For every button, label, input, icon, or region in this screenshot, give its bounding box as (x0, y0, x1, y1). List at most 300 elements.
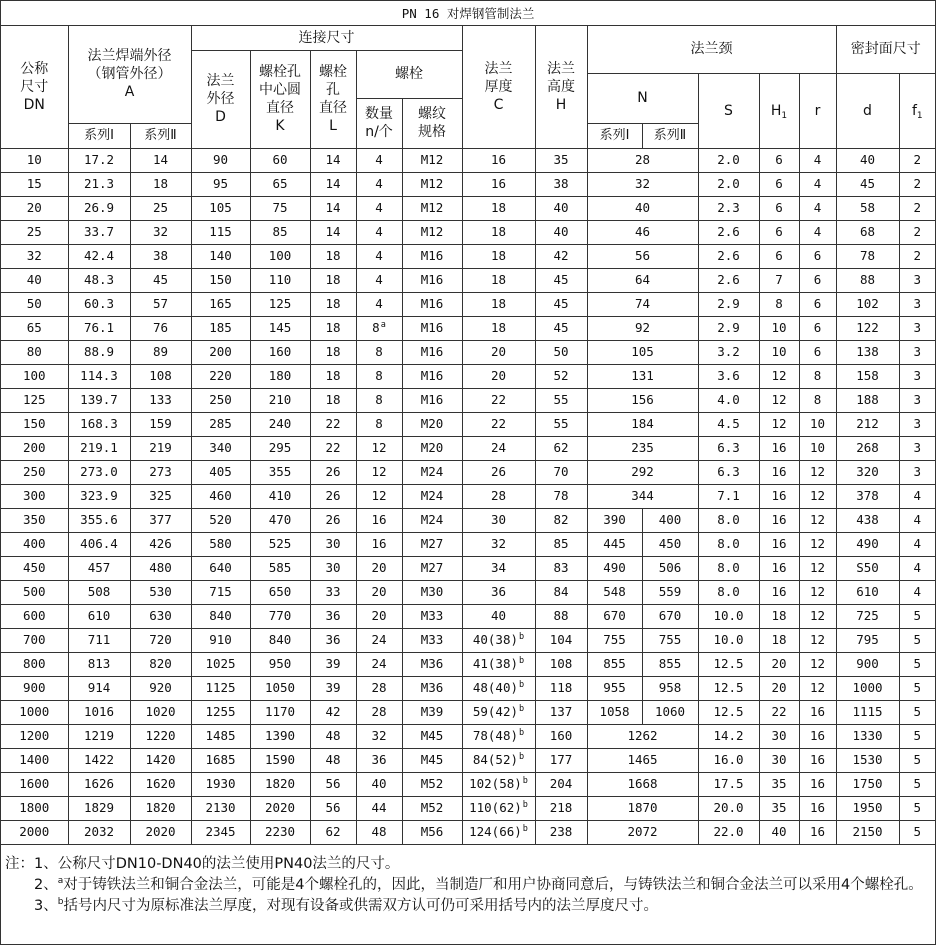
cell-neck-n-series2: 670 (642, 604, 698, 628)
cell-neck-s: 8.0 (698, 556, 759, 580)
cell-bolt-circle: 1050 (250, 676, 310, 700)
cell-neck-h1: 20 (759, 676, 799, 700)
cell-flange-thickness: 26 (462, 460, 535, 484)
cell-neck-r: 12 (799, 460, 836, 484)
cell-flange-od: 640 (191, 556, 250, 580)
cell-flange-thickness: 102(58)$^b$ (462, 772, 535, 796)
cell-neck-h1: 16 (759, 556, 799, 580)
cell-bolt-thread: M45 (402, 724, 462, 748)
cell-flange-height: 52 (535, 364, 587, 388)
cell-flange-od: 1930 (191, 772, 250, 796)
cell-bolt-circle: 470 (250, 508, 310, 532)
cell-a-series2: 480 (130, 556, 191, 580)
cell-neck-s: 8.0 (698, 532, 759, 556)
cell-seal-f1: 3 (899, 268, 935, 292)
cell-neck-h1: 30 (759, 748, 799, 772)
cell-seal-f1: 3 (899, 316, 935, 340)
cell-bolt-circle: 60 (250, 148, 310, 172)
cell-neck-n-series2: 1060 (642, 700, 698, 724)
cell-seal-f1: 3 (899, 364, 935, 388)
cell-neck-h1: 18 (759, 604, 799, 628)
cell-neck-n: 92 (587, 316, 698, 340)
header-bolt: 螺栓 (356, 50, 462, 98)
cell-bolt-circle: 75 (250, 196, 310, 220)
cell-flange-thickness: 18 (462, 220, 535, 244)
cell-bolt-circle: 525 (250, 532, 310, 556)
cell-flange-height: 55 (535, 388, 587, 412)
footnote-marker: b (519, 632, 525, 642)
cell-flange-od: 165 (191, 292, 250, 316)
cell-neck-r: 16 (799, 748, 836, 772)
cell-flange-od: 115 (191, 220, 250, 244)
cell-neck-r: 12 (799, 604, 836, 628)
footnote-marker: a (380, 320, 386, 330)
cell-a-series1: 48.3 (68, 268, 130, 292)
cell-neck-r: 12 (799, 676, 836, 700)
cell-bolt-count: 32 (356, 724, 402, 748)
footnote-marker: b (519, 728, 525, 738)
cell-flange-thickness: 18 (462, 292, 535, 316)
header-bolt-count: 数量 n/个 (356, 98, 402, 148)
cell-neck-r: 12 (799, 508, 836, 532)
cell-flange-od: 150 (191, 268, 250, 292)
cell-bolt-hole: 26 (310, 484, 356, 508)
cell-bolt-count: 4 (356, 172, 402, 196)
header-connection-dimensions: 连接尺寸 (191, 25, 462, 50)
cell-neck-r: 6 (799, 244, 836, 268)
footnote-marker: b (57, 897, 64, 907)
cell-neck-s: 12.5 (698, 652, 759, 676)
cell-neck-h1: 16 (759, 532, 799, 556)
cell-bolt-thread: M16 (402, 340, 462, 364)
cell-neck-r: 6 (799, 316, 836, 340)
cell-flange-thickness: 24 (462, 436, 535, 460)
cell-seal-d: 212 (836, 412, 899, 436)
table-row (1, 412, 935, 436)
cell-neck-n: 131 (587, 364, 698, 388)
header-bolt-hole: 螺栓 孔 直径 L (310, 50, 356, 148)
cell-neck-s: 3.6 (698, 364, 759, 388)
table-row (1, 268, 935, 292)
table-row (1, 364, 935, 388)
cell-flange-height: 40 (535, 220, 587, 244)
cell-seal-f1: 5 (899, 652, 935, 676)
cell-a-series2: 426 (130, 532, 191, 556)
header-flange-od: 法兰 外径 D (191, 50, 250, 148)
cell-a-series2: 325 (130, 484, 191, 508)
header-bolt-thread: 螺纹 规格 (402, 98, 462, 148)
cell-dn: 600 (1, 604, 68, 628)
header-seal-f1: $f_1$ (899, 73, 935, 148)
cell-bolt-circle: 2230 (250, 820, 310, 844)
cell-flange-thickness: 32 (462, 532, 535, 556)
cell-neck-s: 8.0 (698, 580, 759, 604)
cell-dn: 100 (1, 364, 68, 388)
cell-bolt-thread: M27 (402, 556, 462, 580)
cell-flange-od: 285 (191, 412, 250, 436)
cell-neck-n: 1465 (587, 748, 698, 772)
cell-bolt-count: 44 (356, 796, 402, 820)
cell-bolt-count: 20 (356, 580, 402, 604)
cell-a-series1: 60.3 (68, 292, 130, 316)
cell-neck-h1: 16 (759, 580, 799, 604)
cell-neck-n: 292 (587, 460, 698, 484)
cell-bolt-hole: 18 (310, 244, 356, 268)
cell-bolt-thread: M12 (402, 196, 462, 220)
cell-neck-h1: 18 (759, 628, 799, 652)
cell-bolt-count: 16 (356, 532, 402, 556)
cell-neck-r: 6 (799, 340, 836, 364)
cell-neck-s: 2.6 (698, 268, 759, 292)
table-row (1, 532, 935, 556)
cell-dn: 1000 (1, 700, 68, 724)
cell-bolt-hole: 30 (310, 556, 356, 580)
header-flange-thickness: 法兰 厚度 C (462, 25, 535, 148)
footnote-marker: b (522, 800, 528, 810)
cell-flange-height: 78 (535, 484, 587, 508)
cell-neck-h1: 12 (759, 412, 799, 436)
cell-bolt-count: 16 (356, 508, 402, 532)
cell-bolt-circle: 100 (250, 244, 310, 268)
cell-neck-n-series1: 755 (587, 628, 642, 652)
cell-dn: 2000 (1, 820, 68, 844)
cell-bolt-thread: M52 (402, 772, 462, 796)
cell-neck-n: 184 (587, 412, 698, 436)
cell-seal-d: 1330 (836, 724, 899, 748)
cell-flange-thickness: 40 (462, 604, 535, 628)
cell-neck-r: 6 (799, 268, 836, 292)
cell-flange-height: 85 (535, 532, 587, 556)
table-row (1, 748, 935, 772)
cell-a-series1: 323.9 (68, 484, 130, 508)
cell-neck-r: 16 (799, 772, 836, 796)
cell-seal-f1: 3 (899, 460, 935, 484)
cell-dn: 1400 (1, 748, 68, 772)
cell-neck-r: 12 (799, 556, 836, 580)
cell-bolt-hole: 18 (310, 340, 356, 364)
cell-neck-s: 22.0 (698, 820, 759, 844)
cell-bolt-count: 4 (356, 196, 402, 220)
cell-neck-h1: 35 (759, 772, 799, 796)
cell-seal-d: 438 (836, 508, 899, 532)
cell-seal-d: 1530 (836, 748, 899, 772)
cell-flange-od: 2130 (191, 796, 250, 820)
footnote-marker: b (519, 704, 525, 714)
table-row (1, 628, 935, 652)
cell-bolt-circle: 840 (250, 628, 310, 652)
cell-flange-od: 520 (191, 508, 250, 532)
header-neck-n: N (587, 73, 698, 123)
cell-flange-thickness: 22 (462, 412, 535, 436)
cell-neck-n: 235 (587, 436, 698, 460)
cell-flange-od: 90 (191, 148, 250, 172)
cell-neck-n: 32 (587, 172, 698, 196)
cell-neck-s: 2.6 (698, 244, 759, 268)
cell-a-series1: 2032 (68, 820, 130, 844)
cell-flange-od: 220 (191, 364, 250, 388)
cell-seal-d: 68 (836, 220, 899, 244)
cell-a-series1: 508 (68, 580, 130, 604)
cell-seal-f1: 5 (899, 628, 935, 652)
cell-neck-h1: 20 (759, 652, 799, 676)
cell-a-series2: 14 (130, 148, 191, 172)
cell-flange-thickness: 41(38)$^b$ (462, 652, 535, 676)
cell-bolt-hole: 22 (310, 412, 356, 436)
cell-neck-n-series1: 1058 (587, 700, 642, 724)
table-row (1, 292, 935, 316)
cell-neck-h1: 6 (759, 172, 799, 196)
cell-a-series1: 33.7 (68, 220, 130, 244)
note-2: 2、$^a$对于铸铁法兰和铜合金法兰，可能是4个螺栓孔的，因此，当制造厂和用户协商同意后，与铸铁法兰和铜合金法兰可以采用4个螺栓孔。 (34, 876, 923, 893)
cell-neck-n-series1: 670 (587, 604, 642, 628)
cell-seal-f1: 5 (899, 700, 935, 724)
cell-bolt-thread: M36 (402, 652, 462, 676)
cell-bolt-thread: M33 (402, 604, 462, 628)
cell-neck-n-series1: 390 (587, 508, 642, 532)
cell-neck-h1: 30 (759, 724, 799, 748)
header-dn: 公称 尺寸 DN (1, 25, 68, 148)
cell-bolt-thread: M16 (402, 364, 462, 388)
cell-neck-h1: 12 (759, 388, 799, 412)
footnote-marker: b (519, 656, 525, 666)
cell-flange-height: 45 (535, 268, 587, 292)
table-row (1, 676, 935, 700)
cell-seal-d: 268 (836, 436, 899, 460)
cell-flange-thickness: 40(38)$^b$ (462, 628, 535, 652)
cell-neck-n-series2: 506 (642, 556, 698, 580)
cell-a-series2: 273 (130, 460, 191, 484)
cell-neck-h1: 12 (759, 364, 799, 388)
cell-bolt-hole: 18 (310, 388, 356, 412)
cell-bolt-hole: 14 (310, 220, 356, 244)
cell-neck-s: 8.0 (698, 508, 759, 532)
footnote-marker: a (57, 876, 64, 886)
cell-bolt-hole: 14 (310, 172, 356, 196)
footnote-marker: b (519, 752, 525, 762)
cell-flange-od: 910 (191, 628, 250, 652)
cell-seal-f1: 5 (899, 772, 935, 796)
cell-a-series2: 1220 (130, 724, 191, 748)
cell-flange-od: 2345 (191, 820, 250, 844)
cell-seal-d: 900 (836, 652, 899, 676)
cell-a-series1: 21.3 (68, 172, 130, 196)
cell-neck-r: 12 (799, 484, 836, 508)
cell-a-series1: 914 (68, 676, 130, 700)
cell-bolt-hole: 42 (310, 700, 356, 724)
cell-bolt-circle: 355 (250, 460, 310, 484)
cell-neck-h1: 6 (759, 220, 799, 244)
cell-flange-height: 35 (535, 148, 587, 172)
cell-seal-d: 725 (836, 604, 899, 628)
cell-neck-r: 8 (799, 364, 836, 388)
cell-a-series2: 219 (130, 436, 191, 460)
cell-dn: 50 (1, 292, 68, 316)
cell-seal-d: 320 (836, 460, 899, 484)
table-row (1, 556, 935, 580)
flange-dimension-table (1, 1, 935, 844)
cell-flange-height: 50 (535, 340, 587, 364)
cell-bolt-count: 20 (356, 604, 402, 628)
cell-bolt-circle: 85 (250, 220, 310, 244)
table-row (1, 388, 935, 412)
cell-neck-s: 2.6 (698, 220, 759, 244)
cell-bolt-count: 8 (356, 364, 402, 388)
cell-flange-height: 108 (535, 652, 587, 676)
cell-seal-f1: 2 (899, 148, 935, 172)
cell-bolt-circle: 770 (250, 604, 310, 628)
table-row (1, 148, 935, 172)
cell-bolt-circle: 950 (250, 652, 310, 676)
cell-seal-f1: 3 (899, 412, 935, 436)
cell-dn: 15 (1, 172, 68, 196)
cell-seal-d: 1750 (836, 772, 899, 796)
cell-dn: 450 (1, 556, 68, 580)
cell-a-series2: 720 (130, 628, 191, 652)
cell-flange-height: 38 (535, 172, 587, 196)
cell-a-series2: 45 (130, 268, 191, 292)
cell-flange-thickness: 34 (462, 556, 535, 580)
cell-neck-n: 40 (587, 196, 698, 220)
cell-flange-height: 70 (535, 460, 587, 484)
cell-bolt-thread: M20 (402, 436, 462, 460)
cell-flange-thickness: 18 (462, 268, 535, 292)
table-row (1, 460, 935, 484)
cell-bolt-count: 4 (356, 268, 402, 292)
cell-bolt-hole: 48 (310, 748, 356, 772)
cell-neck-h1: 35 (759, 796, 799, 820)
cell-bolt-hole: 36 (310, 628, 356, 652)
cell-neck-n-series2: 755 (642, 628, 698, 652)
header-a-series2: 系列Ⅱ (130, 123, 191, 148)
cell-flange-od: 1255 (191, 700, 250, 724)
cell-a-series1: 813 (68, 652, 130, 676)
table-row (1, 220, 935, 244)
cell-seal-f1: 4 (899, 556, 935, 580)
cell-neck-h1: 16 (759, 484, 799, 508)
cell-bolt-hole: 39 (310, 652, 356, 676)
cell-a-series1: 1422 (68, 748, 130, 772)
cell-flange-od: 95 (191, 172, 250, 196)
cell-flange-od: 580 (191, 532, 250, 556)
cell-a-series1: 406.4 (68, 532, 130, 556)
cell-flange-height: 160 (535, 724, 587, 748)
cell-neck-s: 2.9 (698, 292, 759, 316)
cell-bolt-count: 12 (356, 484, 402, 508)
cell-bolt-count: 48 (356, 820, 402, 844)
table-row (1, 724, 935, 748)
cell-bolt-hole: 48 (310, 724, 356, 748)
cell-seal-d: 610 (836, 580, 899, 604)
cell-neck-n: 64 (587, 268, 698, 292)
cell-bolt-thread: M12 (402, 220, 462, 244)
cell-dn: 400 (1, 532, 68, 556)
cell-seal-d: 158 (836, 364, 899, 388)
cell-a-series1: 76.1 (68, 316, 130, 340)
cell-flange-od: 1125 (191, 676, 250, 700)
cell-dn: 125 (1, 388, 68, 412)
cell-seal-d: 40 (836, 148, 899, 172)
cell-neck-n: 56 (587, 244, 698, 268)
cell-neck-r: 6 (799, 292, 836, 316)
cell-dn: 1600 (1, 772, 68, 796)
cell-seal-f1: 4 (899, 532, 935, 556)
cell-neck-h1: 7 (759, 268, 799, 292)
header-bolt-circle: 螺栓孔 中心圆 直径 K (250, 50, 310, 148)
cell-flange-thickness: 124(66)$^b$ (462, 820, 535, 844)
cell-neck-n: 156 (587, 388, 698, 412)
cell-a-series1: 711 (68, 628, 130, 652)
footnote-marker: b (522, 776, 528, 786)
cell-seal-d: S50 (836, 556, 899, 580)
cell-seal-d: 138 (836, 340, 899, 364)
cell-flange-od: 200 (191, 340, 250, 364)
cell-neck-n-series2: 450 (642, 532, 698, 556)
cell-neck-h1: 22 (759, 700, 799, 724)
footnote-marker: b (519, 680, 525, 690)
cell-a-series2: 2020 (130, 820, 191, 844)
cell-neck-s: 12.5 (698, 700, 759, 724)
cell-seal-f1: 2 (899, 172, 935, 196)
cell-a-series1: 139.7 (68, 388, 130, 412)
cell-dn: 150 (1, 412, 68, 436)
cell-seal-d: 58 (836, 196, 899, 220)
cell-neck-n-series1: 955 (587, 676, 642, 700)
cell-bolt-count: 8$^a$ (356, 316, 402, 340)
cell-seal-f1: 2 (899, 244, 935, 268)
header-seal-d: d (836, 73, 899, 148)
cell-flange-thickness: 84(52)$^b$ (462, 748, 535, 772)
cell-seal-f1: 2 (899, 196, 935, 220)
cell-a-series2: 38 (130, 244, 191, 268)
cell-dn: 10 (1, 148, 68, 172)
cell-flange-thickness: 20 (462, 364, 535, 388)
cell-dn: 350 (1, 508, 68, 532)
cell-a-series2: 18 (130, 172, 191, 196)
cell-flange-od: 105 (191, 196, 250, 220)
table-row (1, 796, 935, 820)
cell-bolt-circle: 180 (250, 364, 310, 388)
cell-neck-s: 14.2 (698, 724, 759, 748)
cell-bolt-thread: M16 (402, 268, 462, 292)
cell-neck-h1: 16 (759, 460, 799, 484)
cell-neck-r: 16 (799, 820, 836, 844)
header-n-series1: 系列Ⅰ (587, 123, 642, 148)
cell-flange-thickness: 48(40)$^b$ (462, 676, 535, 700)
cell-neck-r: 10 (799, 412, 836, 436)
cell-a-series1: 355.6 (68, 508, 130, 532)
cell-bolt-hole: 18 (310, 364, 356, 388)
cell-bolt-circle: 110 (250, 268, 310, 292)
table-row (1, 772, 935, 796)
cell-bolt-hole: 18 (310, 316, 356, 340)
header-neck-s: S (698, 73, 759, 148)
cell-flange-height: 84 (535, 580, 587, 604)
cell-flange-height: 104 (535, 628, 587, 652)
cell-neck-n: 28 (587, 148, 698, 172)
cell-flange-od: 840 (191, 604, 250, 628)
cell-bolt-circle: 65 (250, 172, 310, 196)
cell-flange-thickness: 22 (462, 388, 535, 412)
cell-bolt-circle: 410 (250, 484, 310, 508)
cell-bolt-thread: M12 (402, 148, 462, 172)
cell-bolt-thread: M16 (402, 388, 462, 412)
cell-bolt-thread: M45 (402, 748, 462, 772)
cell-bolt-count: 24 (356, 652, 402, 676)
table-row (1, 316, 935, 340)
cell-seal-f1: 5 (899, 796, 935, 820)
cell-neck-r: 4 (799, 220, 836, 244)
cell-seal-f1: 5 (899, 676, 935, 700)
